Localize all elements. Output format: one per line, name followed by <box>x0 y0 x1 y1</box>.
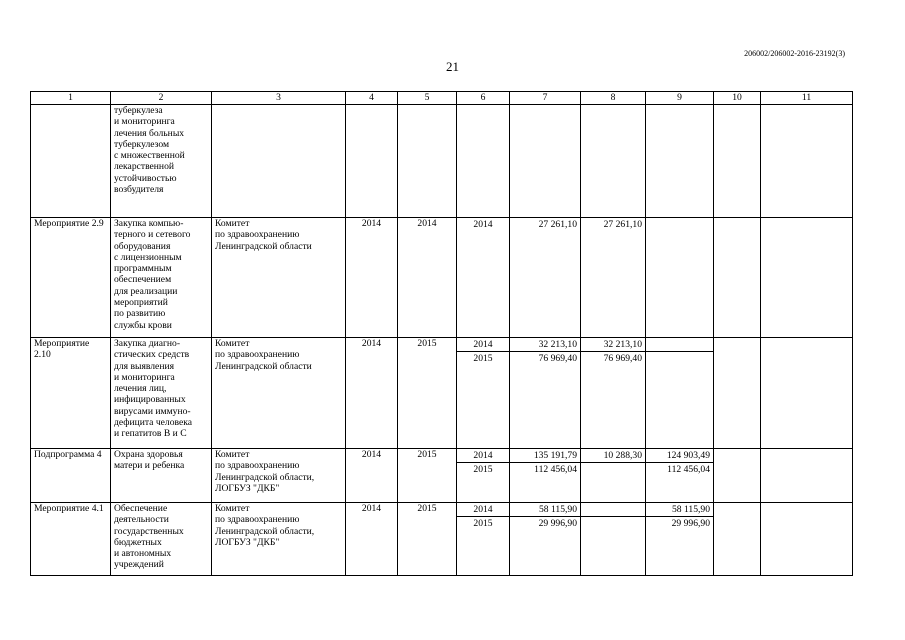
federal-amount <box>581 218 646 338</box>
total-amount-value: 27 261,10 <box>538 219 577 230</box>
item-code <box>31 503 111 576</box>
funding-year-value: 2015 <box>473 464 493 475</box>
column-header: 10 <box>714 92 761 105</box>
local-amount <box>714 503 761 576</box>
total-amount-value: 76 969,40 <box>538 353 577 364</box>
local-amount <box>714 338 761 449</box>
other-sources <box>761 218 853 338</box>
start-year-text: 2014 <box>361 503 382 514</box>
funding-year <box>457 449 510 503</box>
local-amount <box>714 449 761 503</box>
federal-amount <box>581 503 646 576</box>
federal-amount-value: 27 261,10 <box>603 219 642 230</box>
start-year <box>346 218 398 338</box>
column-header: 1 <box>31 92 111 105</box>
item-code <box>31 218 111 338</box>
regional-amount-value <box>646 352 713 366</box>
start-year <box>346 449 398 503</box>
item-name <box>111 105 212 218</box>
column-header: 11 <box>761 92 853 105</box>
regional-amount-value <box>646 218 713 232</box>
funding-year-value: 2014 <box>457 449 509 463</box>
executor <box>212 338 346 449</box>
column-header: 8 <box>581 92 646 105</box>
executor <box>212 105 346 218</box>
header-row <box>31 92 853 105</box>
funding-year <box>457 503 510 576</box>
executor-text: Комитет по здравоохранению Ленинградской области <box>215 218 312 252</box>
regional-amount-value: 124 903,49 <box>646 449 713 463</box>
regional-amount-value: 29 996,90 <box>671 518 710 529</box>
end-year <box>398 105 457 218</box>
end-year-text: 2015 <box>417 449 437 460</box>
other-sources <box>761 105 853 218</box>
funding-year-value: 2014 <box>473 219 493 230</box>
column-header: 2 <box>111 92 212 105</box>
item-code-text: Мероприятие 4.1 <box>34 503 104 514</box>
federal-amount-value: 10 288,30 <box>581 449 645 463</box>
document-id: 206002/206002-2016-23192(3) <box>744 49 845 58</box>
item-code-text: Подпрограмма 4 <box>34 449 102 460</box>
end-year-text: 2015 <box>417 338 437 349</box>
total-amount <box>510 338 581 449</box>
other-sources <box>761 338 853 449</box>
funding-year <box>457 218 510 338</box>
item-name-text: Охрана здоровья матери и ребенка <box>114 449 185 472</box>
item-code <box>31 338 111 449</box>
column-header: 6 <box>457 92 510 105</box>
regional-amount-value: 112 456,04 <box>667 464 710 475</box>
regional-amount <box>646 338 714 449</box>
total-amount <box>510 105 581 218</box>
regional-amount <box>646 218 714 338</box>
local-amount <box>714 105 761 218</box>
funding-year <box>457 338 510 449</box>
total-amount <box>510 218 581 338</box>
column-header: 7 <box>510 92 581 105</box>
total-amount <box>510 503 581 576</box>
item-name <box>111 449 212 503</box>
federal-amount <box>581 338 646 449</box>
other-sources <box>761 503 853 576</box>
table-row <box>31 449 853 503</box>
item-name <box>111 503 212 576</box>
page-number: 21 <box>446 59 459 74</box>
column-header: 3 <box>212 92 346 105</box>
total-amount-value: 29 996,90 <box>538 518 577 529</box>
start-year <box>346 503 398 576</box>
regional-amount <box>646 105 714 218</box>
federal-amount <box>581 449 646 503</box>
item-name-text: Закупка диагно- стических средств для выявления и мониторинга лечения лиц, инфицированных вирусами иммуно- дефицита человека и гепатитов В и С <box>114 338 193 440</box>
total-amount-value: 32 213,10 <box>510 338 580 352</box>
end-year <box>398 503 457 576</box>
start-year <box>346 338 398 449</box>
federal-amount-value: 32 213,10 <box>581 338 645 352</box>
end-year <box>398 338 457 449</box>
executor <box>212 449 346 503</box>
column-header: 4 <box>346 92 398 105</box>
total-amount-value: 135 191,79 <box>510 449 580 463</box>
executor <box>212 503 346 576</box>
item-name-text: туберкулеза и мониторинга лечения больных туберкулезом с множественной лекарственной устойчивостью возбудителя <box>114 105 185 196</box>
end-year-text: 2014 <box>417 218 437 229</box>
federal-amount <box>581 105 646 218</box>
federal-amount-value <box>581 463 645 477</box>
regional-amount <box>646 449 714 503</box>
total-amount-value: 112 456,04 <box>534 464 577 475</box>
executor-text: Комитет по здравоохранению Ленинградской области, ЛОГБУЗ "ДКБ" <box>215 503 315 548</box>
regional-amount-value: 58 115,90 <box>646 503 713 517</box>
item-code <box>31 449 111 503</box>
budget-table <box>30 91 853 576</box>
funding-year-value: 2015 <box>473 518 493 529</box>
federal-amount-value <box>581 503 645 517</box>
federal-amount-value: 76 969,40 <box>603 353 642 364</box>
local-amount <box>714 218 761 338</box>
funding-year-value: 2014 <box>457 503 509 517</box>
table-row <box>31 105 853 218</box>
total-amount <box>510 449 581 503</box>
start-year-text: 2014 <box>361 338 382 349</box>
federal-amount-value <box>581 517 645 531</box>
item-code <box>31 105 111 218</box>
start-year-text: 2014 <box>361 218 382 229</box>
table-row <box>31 338 853 449</box>
funding-year-value: 2014 <box>457 338 509 352</box>
regional-amount <box>646 503 714 576</box>
column-header: 5 <box>398 92 457 105</box>
funding-year <box>457 105 510 218</box>
end-year <box>398 218 457 338</box>
item-code-text: Мероприятие 2.10 <box>34 338 90 361</box>
end-year <box>398 449 457 503</box>
item-name-text: Закупка компью- терного и сетевого оборудования с лицензионным программным обеспечением для реализации мероприятий по развитию службы крови <box>114 218 191 331</box>
regional-amount-value <box>646 338 713 352</box>
funding-year-value: 2015 <box>473 353 493 364</box>
total-amount-value: 58 115,90 <box>510 503 580 517</box>
executor-text: Комитет по здравоохранению Ленинградской области, ЛОГБУЗ "ДКБ" <box>215 449 315 494</box>
executor-text: Комитет по здравоохранению Ленинградской области <box>215 338 312 372</box>
table-row <box>31 503 853 576</box>
table-row <box>31 218 853 338</box>
executor <box>212 218 346 338</box>
end-year-text: 2015 <box>417 503 437 514</box>
item-name <box>111 218 212 338</box>
item-code-text: Мероприятие 2.9 <box>34 218 104 229</box>
item-name-text: Обеспечение деятельности государственных бюджетных и автономных учреждений <box>114 503 184 571</box>
other-sources <box>761 449 853 503</box>
start-year <box>346 105 398 218</box>
start-year-text: 2014 <box>361 449 382 460</box>
item-name <box>111 338 212 449</box>
column-header: 9 <box>646 92 714 105</box>
